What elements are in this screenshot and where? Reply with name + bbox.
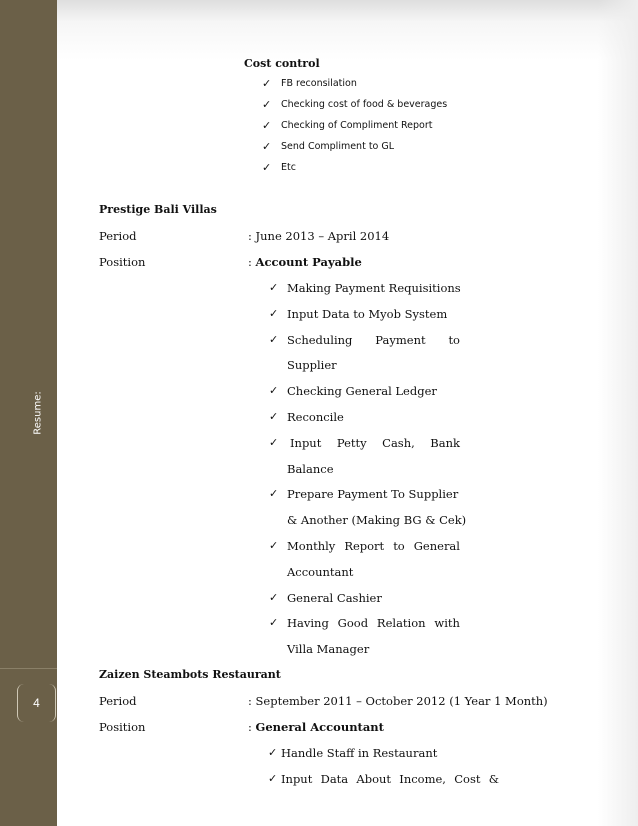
duty-word: & — [488, 772, 499, 786]
duty-word: Input — [281, 772, 313, 786]
duty-item-continuation: Villa Manager — [287, 642, 370, 656]
check-mark-icon: ✓ — [268, 772, 278, 785]
duty-item — [281, 772, 499, 786]
duty-item: Reconcile — [287, 410, 344, 424]
duty-word: Good — [337, 616, 369, 630]
check-mark-icon: ✓ — [269, 410, 279, 423]
cost-control-item: Checking of Compliment Report — [281, 120, 433, 131]
position-label: Position — [99, 255, 146, 269]
duty-word: Relation — [376, 616, 426, 630]
duty-item — [287, 616, 460, 630]
duty-item — [287, 333, 460, 347]
duty-word: Payment — [375, 333, 426, 347]
check-mark-icon: ✓ — [269, 487, 279, 500]
duty-item: Prepare Payment To Supplier — [287, 487, 459, 501]
position-value: : General Accountant — [248, 720, 384, 734]
position-value: : Account Payable — [248, 255, 362, 269]
check-mark-icon: ✓ — [269, 591, 279, 604]
check-mark-icon: ✓ — [262, 140, 272, 153]
sidebar-divider — [0, 668, 57, 669]
period-value: : June 2013 – April 2014 — [248, 229, 390, 243]
check-mark-icon: ✓ — [269, 333, 279, 346]
check-mark-icon: ✓ — [262, 77, 272, 90]
duty-item: Handle Staff in Restaurant — [281, 746, 438, 760]
check-mark-icon: ✓ — [262, 161, 272, 174]
duty-word: Scheduling — [287, 333, 353, 347]
duty-word: Having — [287, 616, 329, 630]
duty-word: Monthly — [287, 539, 336, 553]
duty-word: Input — [290, 436, 322, 450]
sidebar — [0, 0, 57, 826]
check-mark-icon: ✓ — [269, 281, 279, 294]
duty-item — [287, 539, 460, 553]
duty-word: Data — [320, 772, 349, 786]
duty-word: Report — [344, 539, 385, 553]
duty-item: Input Data to Myob System — [287, 307, 448, 321]
company-name: Zaizen Steambots Restaurant — [99, 668, 281, 681]
duty-word: Cash, — [382, 436, 415, 450]
cost-control-item: FB reconsilation — [281, 78, 357, 89]
check-mark-icon: ✓ — [269, 539, 279, 552]
duty-word: Cost — [454, 772, 481, 786]
duty-item-continuation: Accountant — [287, 565, 354, 579]
check-mark-icon: ✓ — [269, 307, 279, 320]
cost-control-item: Etc — [281, 162, 296, 173]
period-label: Period — [99, 694, 137, 708]
duty-item-continuation: & Another (Making BG & Cek) — [287, 513, 467, 527]
duty-item: Checking General Ledger — [287, 384, 437, 398]
check-mark-icon: ✓ — [262, 98, 272, 111]
sidebar-label: Resume: — [32, 391, 44, 435]
period-value: : September 2011 – October 2012 (1 Year 1 Month) — [248, 694, 548, 708]
check-mark-icon: ✓ — [262, 119, 272, 132]
duty-word: with — [434, 616, 460, 630]
check-mark-icon: ✓ — [269, 616, 279, 629]
duty-word: General — [413, 539, 460, 553]
duty-word: to — [393, 539, 405, 553]
period-label: Period — [99, 229, 137, 243]
duty-word: Income, — [399, 772, 446, 786]
duty-item — [290, 436, 460, 450]
cost-control-heading: Cost control — [244, 57, 320, 70]
duty-word: to — [448, 333, 460, 347]
page-number: 4 — [17, 684, 56, 722]
duty-word: About — [356, 772, 392, 786]
duty-item: Making Payment Requisitions — [287, 281, 461, 295]
position-label: Position — [99, 720, 146, 734]
check-mark-icon: ✓ — [269, 384, 279, 397]
check-mark-icon: ✓ — [269, 436, 279, 449]
cost-control-item: Checking cost of food & beverages — [281, 99, 448, 110]
duty-item-continuation: Balance — [287, 462, 334, 476]
duty-item-continuation: Supplier — [287, 358, 337, 372]
cost-control-item: Send Compliment to GL — [281, 141, 395, 152]
duty-word: Bank — [430, 436, 460, 450]
check-mark-icon: ✓ — [268, 746, 278, 759]
duty-word: Petty — [336, 436, 367, 450]
duty-item: General Cashier — [287, 591, 382, 605]
company-name: Prestige Bali Villas — [99, 203, 217, 216]
